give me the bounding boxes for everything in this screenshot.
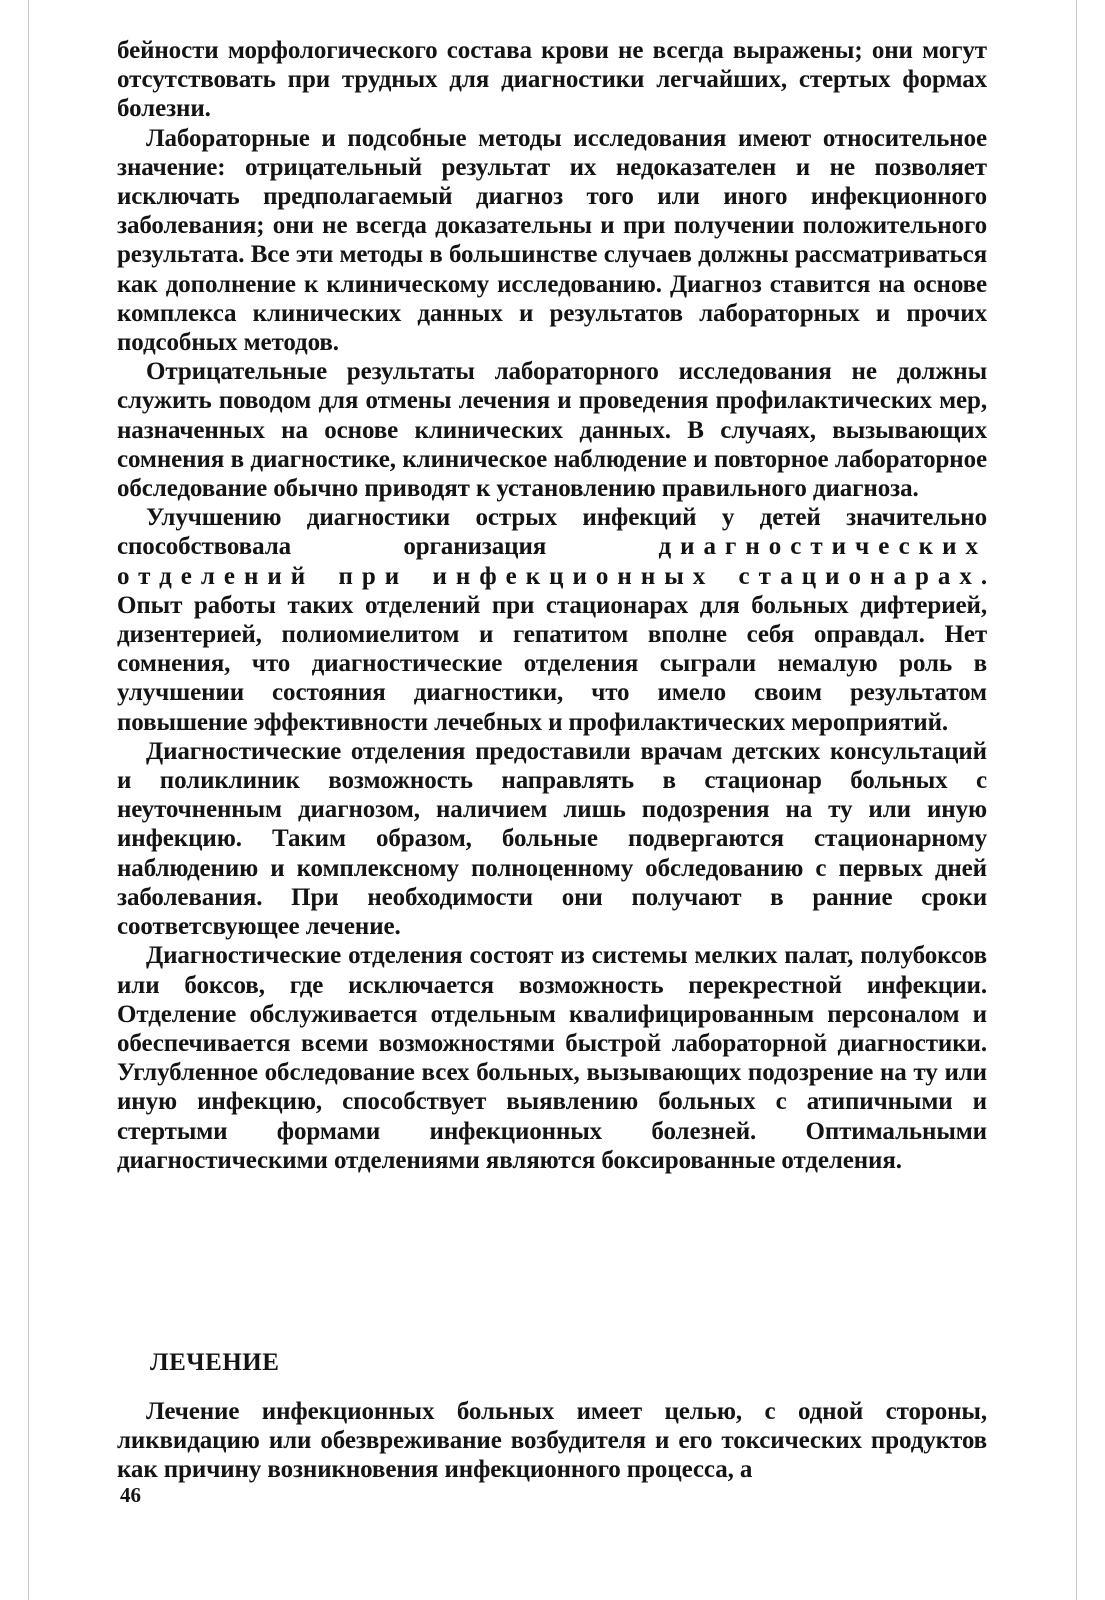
paragraph-4-after: . Опыт работы таких отделений при стационарах для больных дифтерией, дизентерией, полиомиелитом и гепатитом вполне себя оправдал. Нет сомнения, что диагностические отделения сыграли немалую роль в улучшении состояния диагностики, что имело своим результатом повышение эффективности лечебных и профилактических мероприятий. <box>117 562 987 736</box>
treatment-paragraph: Лечение инфекционных больных имеет целью, с одной стороны, ликвидацию или обезвреживание возбудителя и его токсических продуктов как причину возникновения инфекционного процесса, а <box>117 1398 987 1484</box>
section-heading: ЛЕЧЕНИЕ <box>150 1349 280 1376</box>
paragraph-5: Диагностические отделения предоставили врачам детских консультаций и поликлиник возможность направлять в стационар больных с неуточненным диагнозом, наличием лишь подозрения на ту или иную инфекцию. Таким образом, больные подвергаются стационарному наблюдению и комплексному полноценному обследованию с первых дней заболевания. При необходимости они получают в ранние сроки соответсвующее лечение. <box>117 737 987 941</box>
paragraph-4 <box>117 503 987 737</box>
page-right-edge <box>1076 0 1077 1600</box>
page-left-edge <box>28 0 29 1600</box>
page-number: 46 <box>120 1483 141 1507</box>
paragraph-2: Лабораторные и подсобные методы исследования имеют относительное значение: отрицательный результат их недоказателен и не позволяет исключать предполагаемый диагноз того или иного инфекционного заболевания; они не всегда доказательны и при получении положительного результата. Все эти методы в большинстве случаев должны рассматриваться как дополнение к клиническому исследованию. Диагноз ставится на основе комплекса клинических данных и результатов лабораторных и прочих подсобных методов. <box>117 124 987 357</box>
paragraph-6: Диагностические отделения состоят из системы мелких палат, полубоксов или боксов, где исключается возможность перекрестной инфекции. Отделение обслуживается отдельным квалифицированным персоналом и обеспечивается всеми возможностями быстрой лабораторной диагностики. Углубленное обследование всех больных, вызывающих подозрение на ту или иную инфекцию, способствует выявлению больных с атипичными и стертыми формами инфекционных болезней. Оптимальными диагностическими отделениями являются боксированные отделения. <box>117 942 987 1174</box>
main-text <box>117 36 987 1175</box>
treatment-text <box>117 1397 987 1485</box>
paragraph-4-before: Улучшению диагностики острых инфекций у детей значительно способствовала организация <box>117 504 987 561</box>
paragraph-3: Отрицательные результаты лабораторного исследования не должны служить поводом для отмены лечения и проведения профилактических мер, назначенных на основе клинических данных. В случаях, вызывающих сомнения в диагностике, клиническое наблюдение и повторное лабораторное обследование обычно приводят к установлению правильного диагноза. <box>117 358 987 503</box>
paragraph-1: бейности морфологического состава крови не всегда выражены; они могут отсутствовать при трудных для диагностики легчайших, стертых формах болезни. <box>117 37 987 123</box>
paragraph-4-spaced: диагностических отделений при инфекционных стационарах <box>117 533 987 590</box>
